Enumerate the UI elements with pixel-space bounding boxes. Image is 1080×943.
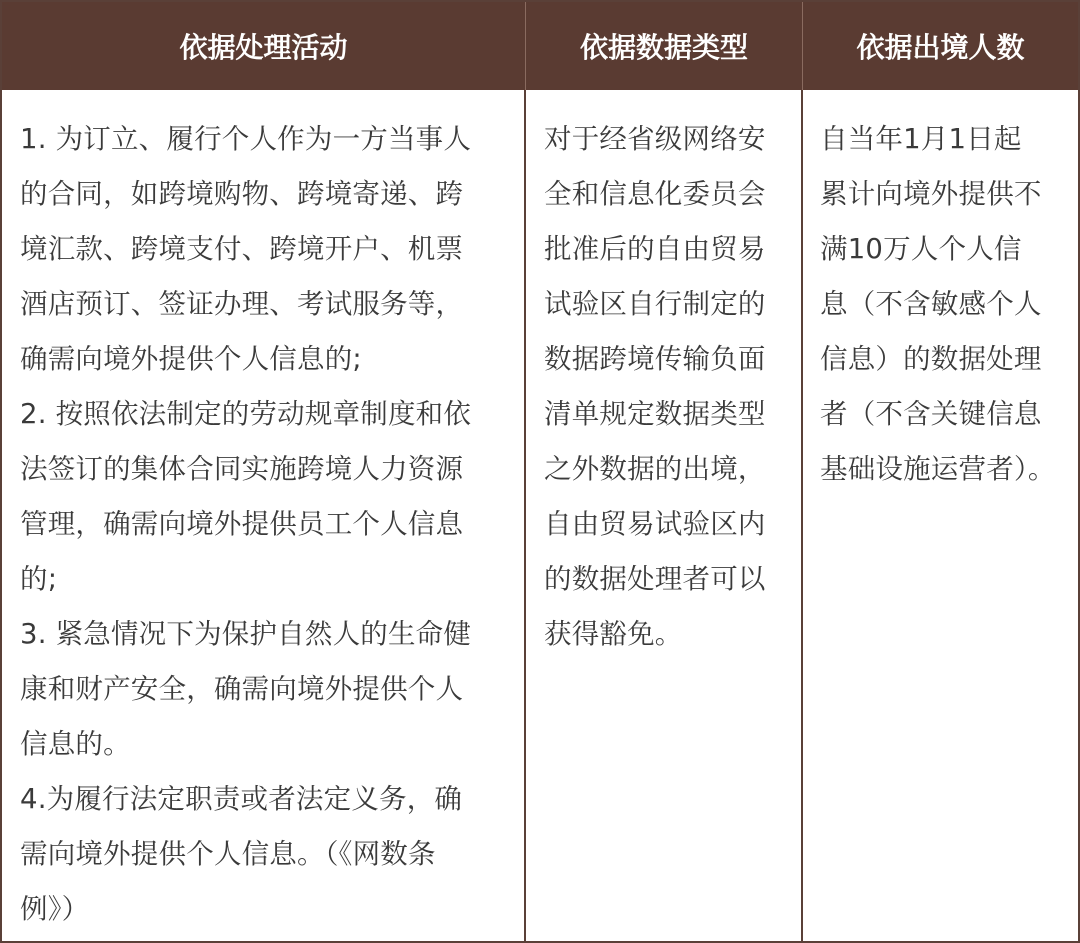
cell-text-line: 信息的。 xyxy=(20,728,131,760)
cell-outbound-count xyxy=(820,112,1072,497)
column-divider xyxy=(524,90,526,941)
table-header-row xyxy=(2,2,1078,90)
cell-text-line: 的数据处理者可以 xyxy=(544,563,766,595)
cell-data-type xyxy=(544,112,794,662)
cell-text-line: 4.为履行法定职责或者法定义务，确 xyxy=(20,783,463,815)
cell-text-line: 法签订的集体合同实施跨境人力资源 xyxy=(20,453,464,485)
cell-text-line: 确需向境外提供个人信息的; xyxy=(20,343,362,375)
cell-text-line: 累计向境外提供不 xyxy=(820,178,1042,210)
header-data-type: 依据数据类型 xyxy=(525,2,802,90)
cell-text-line: 需向境外提供个人信息。（《网数条 xyxy=(20,838,436,870)
cell-processing-activity xyxy=(20,112,515,937)
cell-text-line: 3. 紧急情况下为保护自然人的生命健 xyxy=(20,618,472,650)
cell-text-line: 的; xyxy=(20,563,58,595)
cell-text-line: 境汇款、跨境支付、跨境开户、机票 xyxy=(20,233,464,265)
cell-text-line: 获得豁免。 xyxy=(544,618,683,650)
cell-text-line: 满10万人个人信 xyxy=(820,233,1022,265)
cell-text-line: 康和财产安全，确需向境外提供个人 xyxy=(20,673,464,705)
cell-text-line: 信息）的数据处理 xyxy=(820,343,1042,375)
cell-text-line: 2. 按照依法制定的劳动规章制度和依 xyxy=(20,398,472,430)
header-outbound-count: 依据出境人数 xyxy=(802,2,1078,90)
cell-text-line: 者（不含关键信息 xyxy=(820,398,1042,430)
cell-text-line: 酒店预订、签证办理、考试服务等， xyxy=(20,288,464,320)
cell-text-line: 1. 为订立、履行个人作为一方当事人 xyxy=(20,123,472,155)
column-divider xyxy=(801,90,803,941)
cell-text-line: 试验区自行制定的 xyxy=(544,288,766,320)
cell-text-line: 管理，确需向境外提供员工个人信息 xyxy=(20,508,464,540)
header-processing-activity: 依据处理活动 xyxy=(179,31,348,64)
cell-text-line: 的合同，如跨境购物、跨境寄递、跨 xyxy=(20,178,464,210)
cell-text-line: 全和信息化委员会 xyxy=(544,178,766,210)
cell-text-line: 数据跨境传输负面 xyxy=(544,343,766,375)
cell-text-line: 自当年1月1日起 xyxy=(820,123,1022,155)
cell-text-line: 例》） xyxy=(20,893,90,925)
cell-text-line: 之外数据的出境， xyxy=(544,453,766,485)
cell-text-line: 息（不含敏感个人 xyxy=(820,288,1042,320)
cell-text-line: 清单规定数据类型 xyxy=(544,398,766,430)
cell-text-line: 自由贸易试验区内 xyxy=(544,508,766,540)
cell-text-line: 基础设施运营者）。 xyxy=(820,453,1056,485)
cell-text-line: 批准后的自由贸易 xyxy=(544,233,766,265)
cell-text-line: 对于经省级网络安 xyxy=(544,123,766,155)
